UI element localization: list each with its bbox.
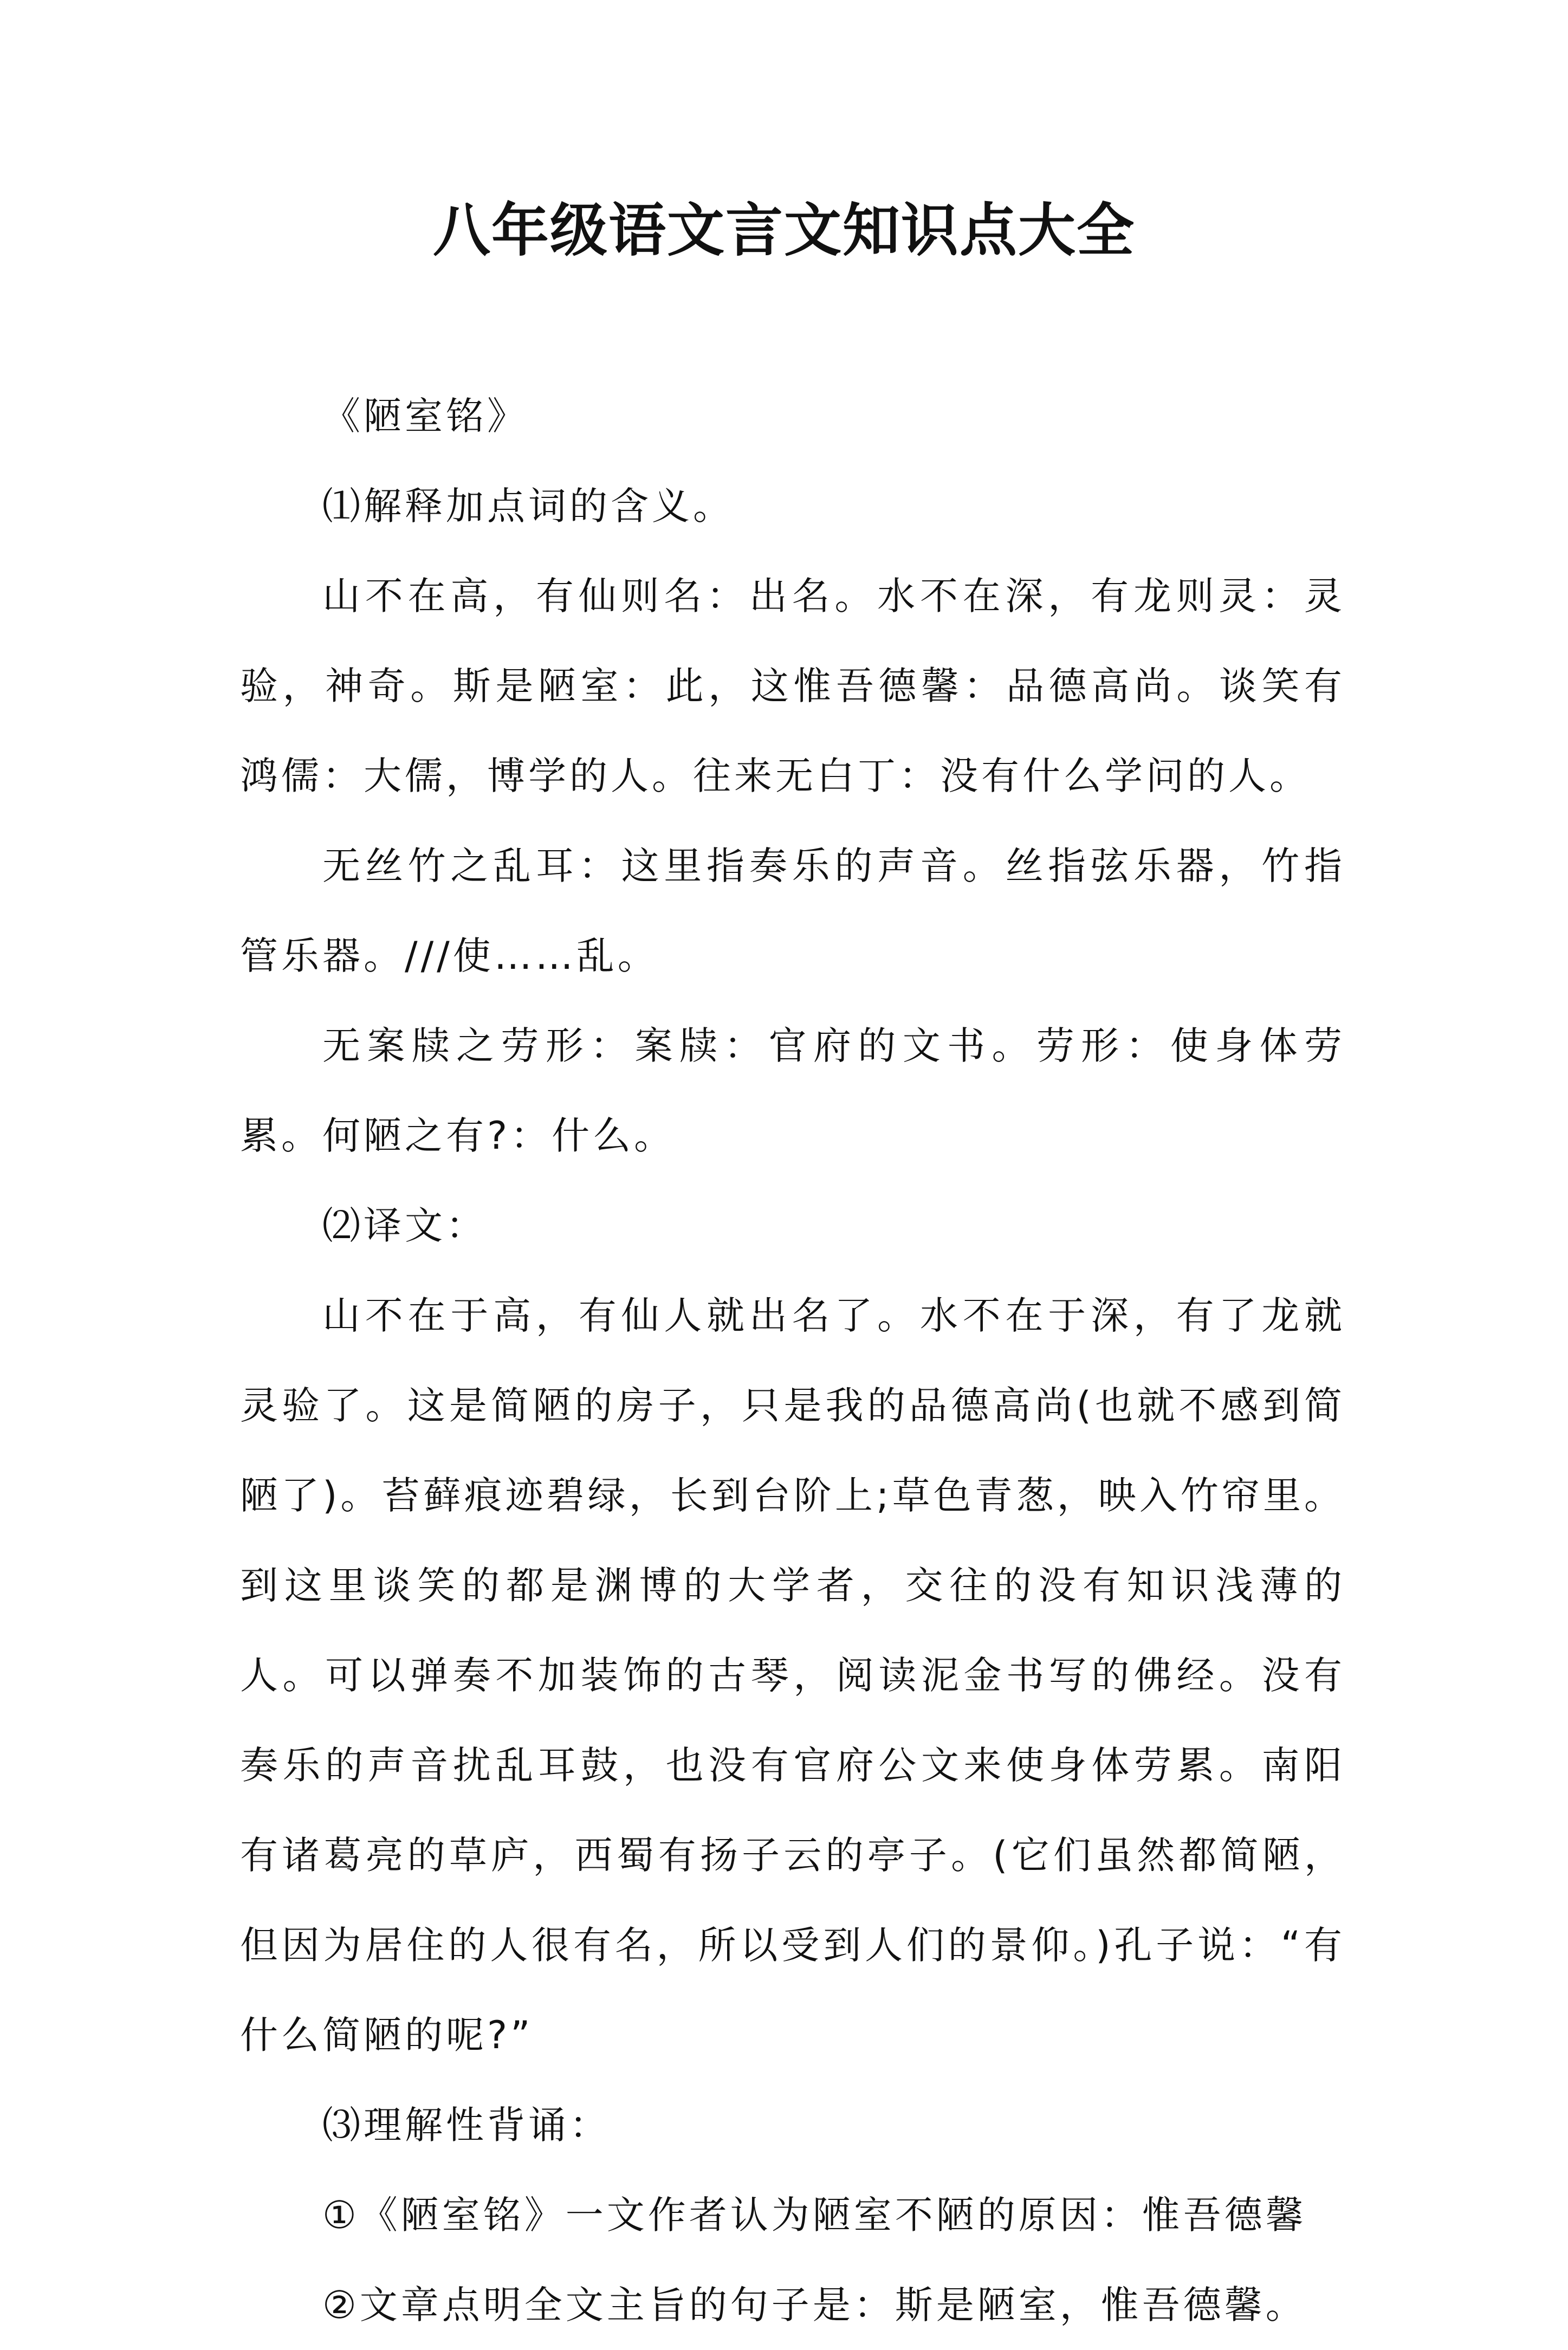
recitation-item-1: ①《陋室铭》一文作者认为陋室不陋的原因：惟吾德馨 — [322, 2193, 1307, 2237]
paragraph-word-meanings-2: 无丝竹之乱耳：这里指奏乐的声音。丝指弦乐器，竹指管乐器。///使……乱。 — [240, 844, 1345, 978]
paragraph-word-meanings-1: 山不在高，有仙则名：出名。水不在深，有龙则灵：灵验，神奇。斯是陋室：此，这惟吾德馨：品德高尚。谈笑有鸿儒：大儒，博学的人。往来无白丁：没有什么学问的人。 — [240, 574, 1345, 798]
subheading-translation: ⑵译文： — [322, 1203, 487, 1248]
document-title: 八年级语文言文知识点大全 — [433, 196, 1135, 264]
document-body — [240, 371, 1345, 2350]
paragraph-translation: 山不在于高，有仙人就出名了。水不在于深，有了龙就灵验了。这是简陋的房子，只是我的品德高尚(也就不感到简陋了)。苔藓痕迹碧绿，长到台阶上;草色青葱，映入竹帘里。到这里谈笑的都是渊博的大学者，交往的没有知识浅薄的人。可以弹奏不加装饰的古琴，阅读泥金书写的佛经。没有奏乐的声音扰乱耳鼓，也没有官府公文来使身体劳累。南阳有诸葛亮的草庐，西蜀有扬子云的亭子。(它们虽然都简陋，但因为居住的人很有名，所以受到人们的景仰。)孔子说：“有什么简陋的呢?” — [240, 1293, 1345, 2057]
subheading-recitation: ⑶理解性背诵： — [322, 2103, 611, 2147]
recitation-item-2: ②文章点明全文主旨的句子是：斯是陋室，惟吾德馨。 — [322, 2283, 1307, 2327]
section-heading-lou-shi-ming: 《陋室铭》 — [322, 394, 528, 438]
subheading-word-meanings: ⑴解释加点词的含义。 — [322, 484, 734, 528]
paragraph-word-meanings-3: 无案牍之劳形：案牍：官府的文书。劳形：使身体劳累。何陋之有?：什么。 — [240, 1024, 1345, 1158]
